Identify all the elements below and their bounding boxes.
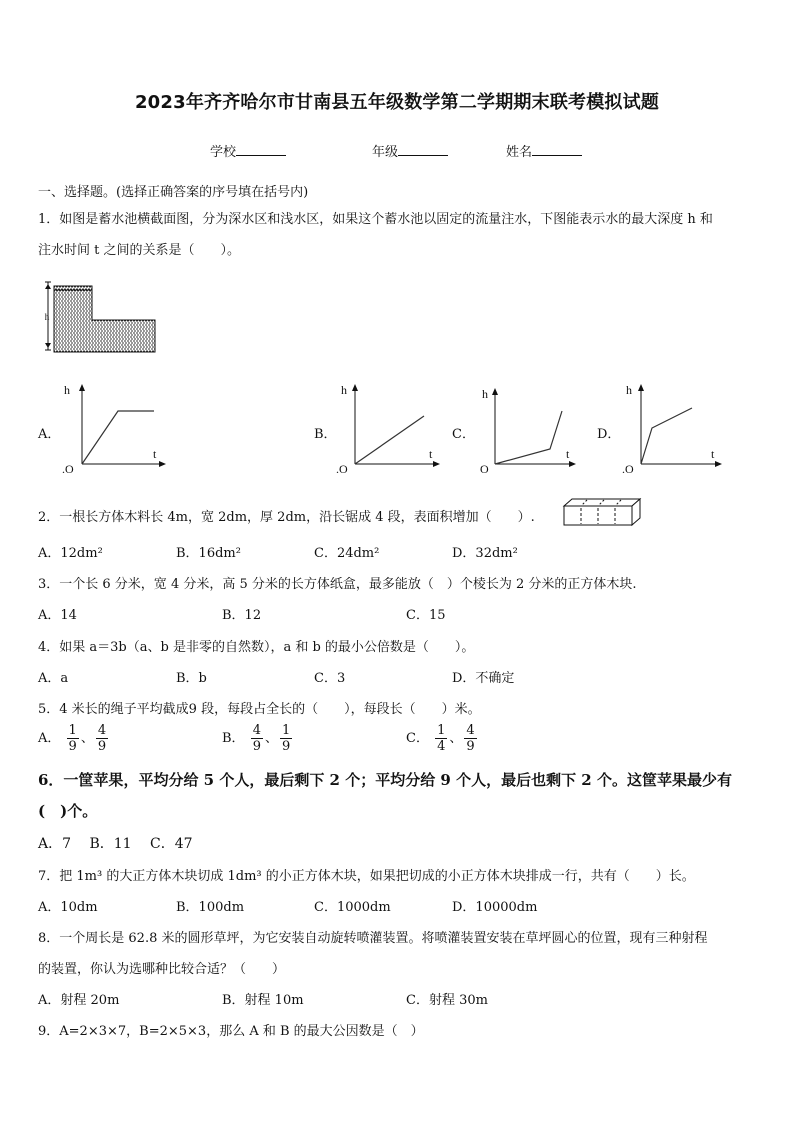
graph-c-t-label: t xyxy=(566,447,570,461)
q2-option-c[interactable]: C．24dm² xyxy=(314,546,380,561)
q3-option-c[interactable]: C．15 xyxy=(406,608,446,623)
wood-block-figure xyxy=(560,496,644,528)
graph-c-line xyxy=(495,411,562,464)
q1-option-a-graph[interactable] xyxy=(60,380,170,475)
name-field[interactable] xyxy=(506,141,582,160)
graph-a-origin: .O xyxy=(62,462,74,475)
q6-options[interactable]: A．7 B．11 C．47 xyxy=(38,836,193,852)
q8-line2: 的装置，你认为选哪种比较合适？（ ） xyxy=(38,962,286,977)
name-label: 姓名 xyxy=(506,145,533,160)
q5-c-fraction-2: $\frac{4}{9}$ xyxy=(466,723,475,754)
graph-b-t-label: t xyxy=(429,447,433,461)
q7-option-b[interactable]: B．100dm xyxy=(176,900,245,915)
school-field[interactable] xyxy=(210,141,286,160)
school-label: 学校 xyxy=(210,145,237,160)
q7-option-c[interactable]: C．1000dm xyxy=(314,900,391,915)
grade-label: 年级 xyxy=(372,145,399,160)
graph-b-line xyxy=(355,416,424,464)
page-title: 2023年齐齐哈尔市甘南县五年级数学第二学期期末联考模拟试题 xyxy=(134,92,660,113)
q1-option-b-graph[interactable] xyxy=(334,380,444,475)
q8-option-a[interactable]: A．射程 20m xyxy=(38,993,120,1008)
q4-option-b[interactable]: B．b xyxy=(176,671,207,686)
q2-option-b[interactable]: B．16dm² xyxy=(176,546,241,561)
q5-option-a-label: A． xyxy=(38,731,61,746)
q1-option-d-label[interactable]: D． xyxy=(597,427,621,442)
q8-option-b[interactable]: B．射程 10m xyxy=(222,993,304,1008)
q5-option-b-label: B． xyxy=(222,731,245,746)
q2-option-a[interactable]: A．12dm² xyxy=(38,546,103,561)
pool-h-label: h xyxy=(44,312,50,322)
q7-text: 7．把 1m³ 的大正方体木块切成 1dm³ 的小正方体木块，如果把切成的小正方体木块排成一行，共有（ ）长。 xyxy=(38,869,695,884)
name-blank[interactable] xyxy=(532,143,582,156)
q5-b-fraction-1: $\frac{4}{9}$ xyxy=(252,723,261,754)
q8-line1: 8．一个周长是 62.8 米的圆形草坪，为它安装自动旋转喷灌装置。将喷灌装置安装在草坪圆心的位置，现有三种射程 xyxy=(38,931,708,946)
graph-a-line xyxy=(82,411,154,464)
graph-d-t-label: t xyxy=(711,447,715,461)
q1-option-c-graph[interactable] xyxy=(476,380,586,475)
school-blank[interactable] xyxy=(236,143,286,156)
q1-line2: 注水时间 t 之间的关系是（ ）。 xyxy=(38,243,240,258)
q7-option-d[interactable]: D．10000dm xyxy=(452,900,538,915)
graph-c-h-label: h xyxy=(482,387,488,401)
q5-option-a[interactable] xyxy=(38,723,110,754)
graph-b-origin: .O xyxy=(336,462,348,475)
q1-option-d-graph[interactable] xyxy=(620,380,730,475)
q1-line1: 1．如图是蓄水池横截面图，分为深水区和浅水区，如果这个蓄水池以固定的流量注水，下图能表示水的最大深度 h 和 xyxy=(38,212,713,227)
q1-option-b-label[interactable]: B． xyxy=(314,427,337,442)
q5-option-c[interactable] xyxy=(406,723,479,754)
q5-b-fraction-2: $\frac{1}{9}$ xyxy=(282,723,291,754)
q1-option-c-label[interactable]: C． xyxy=(452,427,475,442)
graph-b-h-label: h xyxy=(341,383,347,397)
graph-a-t-label: t xyxy=(153,447,157,461)
q7-option-a[interactable]: A．10dm xyxy=(38,900,98,915)
q5-b-separator: 、 xyxy=(264,731,278,746)
q2-text: 2．一根长方体木料长 4m，宽 2dm，厚 2dm，沿长锯成 4 段，表面积增加（ ）. xyxy=(38,510,535,525)
graph-a-h-label: h xyxy=(64,383,70,397)
q3-option-b[interactable]: B．12 xyxy=(222,608,262,623)
q3-text: 3．一个长 6 分米，宽 4 分米，高 5 分米的长方体纸盒，最多能放（ ）个棱长为 2 分米的正方体木块. xyxy=(38,577,637,592)
pool-cross-section-figure xyxy=(40,280,160,356)
q4-text: 4．如果 a＝3b（a、b 是非零的自然数），a 和 b 的最小公倍数是（ ）。 xyxy=(38,640,475,655)
section-heading: 一、选择题。(选择正确答案的序号填在括号内) xyxy=(38,185,309,200)
q9-text: 9．A=2×3×7，B=2×5×3，那么 A 和 B 的最大公因数是（ ） xyxy=(38,1024,424,1039)
q5-c-fraction-1: $\frac{1}{4}$ xyxy=(437,723,446,754)
q5-c-separator: 、 xyxy=(449,731,463,746)
grade-blank[interactable] xyxy=(398,143,448,156)
q5-a-fraction-1: $\frac{1}{9}$ xyxy=(68,723,77,754)
q5-a-separator: 、 xyxy=(80,731,94,746)
q2-option-d[interactable]: D．32dm² xyxy=(452,546,518,561)
q4-option-c[interactable]: C．3 xyxy=(314,671,346,686)
q6-line1: 6．一筐苹果，平均分给 5 个人，最后剩下 2 个；平均分给 9 个人，最后也剩下 2 个。这筐苹果最少有 xyxy=(38,771,732,789)
q5-option-c-label: C． xyxy=(406,731,429,746)
q5-a-fraction-2: $\frac{4}{9}$ xyxy=(97,723,107,754)
q8-option-c[interactable]: C．射程 30m xyxy=(406,993,488,1008)
graph-d-h-label: h xyxy=(626,383,632,397)
graph-d-line xyxy=(641,408,692,464)
q4-option-d[interactable]: D．不确定 xyxy=(452,671,515,686)
q3-option-a[interactable]: A．14 xyxy=(38,608,77,623)
q6-line2: ( )个。 xyxy=(38,802,98,820)
graph-c-origin: O xyxy=(480,462,489,475)
grade-field[interactable] xyxy=(372,141,448,160)
q5-text: 5．4 米长的绳子平均截成9 段，每段占全长的（ ），每段长（ ）米。 xyxy=(38,702,481,717)
q1-option-a-label[interactable]: A． xyxy=(38,427,61,442)
q4-option-a[interactable]: A．a xyxy=(38,671,69,686)
graph-d-origin: .O xyxy=(622,462,634,475)
q5-option-b[interactable] xyxy=(222,723,294,754)
